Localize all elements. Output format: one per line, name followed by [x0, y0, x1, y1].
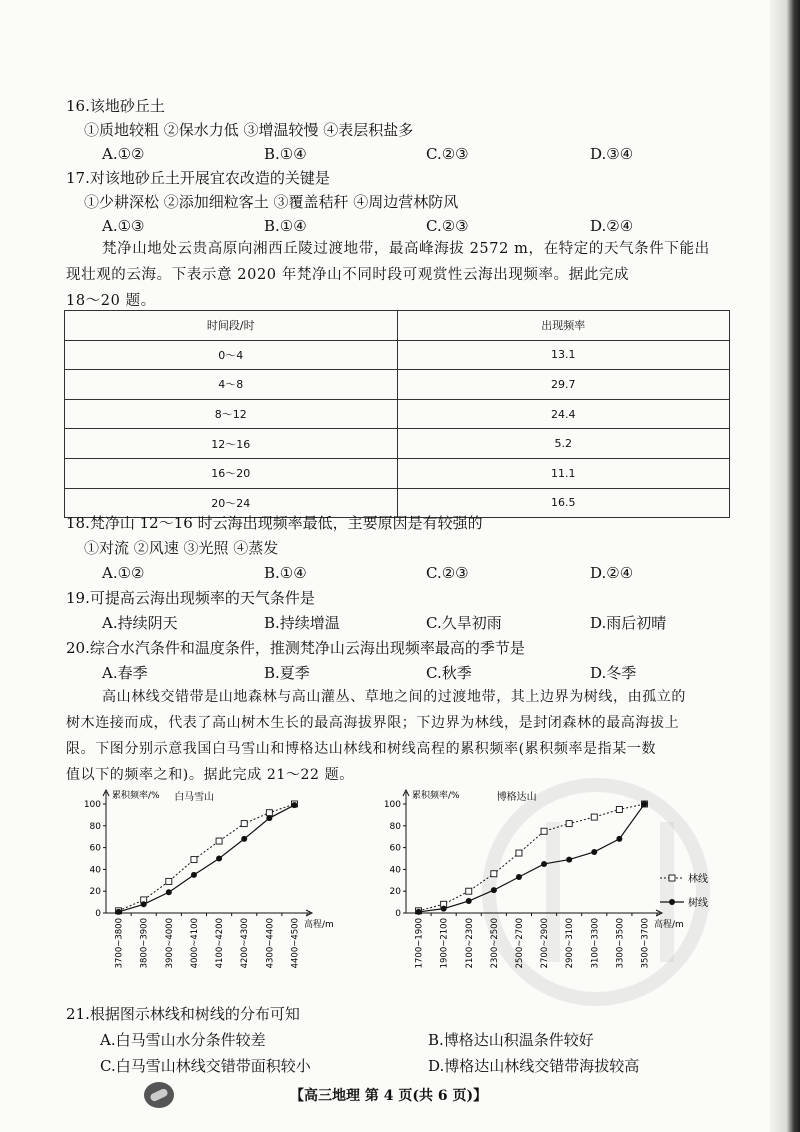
data-point-林线 — [266, 810, 272, 816]
y-tick-label: 40 — [89, 865, 101, 876]
data-point-树线 — [141, 901, 147, 907]
passage1-line3: 18～20 题。 — [66, 293, 156, 309]
q19-option-c[interactable]: C.久旱初雨 — [426, 614, 502, 632]
legend-marker-square — [669, 875, 675, 881]
data-point-林线 — [241, 821, 247, 827]
data-point-树线 — [641, 801, 647, 807]
x-tick-label: 1700~1900 — [414, 918, 425, 969]
x-tick-label: 3900~4000 — [164, 918, 175, 969]
frequency-table — [64, 310, 730, 518]
data-point-树线 — [441, 906, 447, 912]
q20-option-c[interactable]: C.秋季 — [426, 664, 472, 682]
page-footer: 【高三地理 第 4 页(共 6 页)】 — [290, 1088, 488, 1104]
scan-page-edge — [770, 0, 800, 1132]
x-tick-label: 3700~3800 — [114, 918, 125, 969]
data-point-树线 — [566, 857, 572, 863]
y-axis-label: 累积频率/% — [112, 791, 160, 801]
table-cell: 29.7 — [397, 370, 730, 400]
q16-stem: 16.该地砂丘土 — [66, 97, 165, 115]
data-point-林线 — [166, 878, 172, 884]
table-cell: 20～24 — [65, 488, 398, 518]
passage2-line3: 限。下图分别示意我国白马雪山和博格达山林线和树线高程的累积频率(累积频率是指某一数 — [66, 741, 657, 757]
y-axis-label: 累积频率/% — [412, 791, 460, 801]
q16-statements: ①质地较粗 ②保水力低 ③增温较慢 ④表层积盐多 — [84, 121, 414, 139]
q21-option-c[interactable]: C.白马雪山林线交错带面积较小 — [100, 1057, 311, 1075]
q17-option-d[interactable]: D.②④ — [590, 217, 634, 235]
publisher-logo — [144, 1082, 174, 1108]
x-tick-label: 2700~2900 — [540, 918, 551, 969]
x-axis-label: 高程/m — [654, 920, 684, 930]
q20-stem: 20.综合水汽条件和温度条件，推测梵净山云海出现频率最高的季节是 — [66, 639, 525, 657]
q18-statements: ①对流 ②风速 ③光照 ④蒸发 — [84, 539, 279, 557]
q21-option-b[interactable]: B.博格达山积温条件较好 — [428, 1031, 594, 1049]
table-row — [65, 399, 730, 429]
x-tick-label: 2300~2500 — [489, 918, 500, 969]
data-point-树线 — [541, 861, 547, 867]
q18-option-a[interactable]: A.①② — [102, 564, 145, 582]
y-tick-label: 40 — [389, 865, 401, 876]
y-tick-label: 0 — [95, 909, 101, 919]
passage2-line1: 高山林线交错带是山地森林与高山灌丛、草地之间的过渡地带，其上边界为树线，由孤立的 — [102, 689, 686, 705]
y-tick-label: 100 — [383, 800, 401, 810]
table-cell: 16～20 — [65, 458, 398, 488]
data-point-林线 — [466, 888, 472, 894]
data-point-树线 — [616, 836, 622, 842]
data-point-树线 — [166, 889, 172, 895]
x-tick-label: 3500~3700 — [640, 918, 651, 969]
x-tick-label: 3300~3500 — [615, 918, 626, 969]
data-point-林线 — [216, 838, 222, 844]
table-cell: 4～8 — [65, 370, 398, 400]
legend-label: 树线 — [688, 898, 708, 909]
x-tick-label: 2500~2700 — [514, 918, 525, 969]
series-line-林线 — [419, 804, 645, 911]
q17-statements: ①少耕深松 ②添加细粒客土 ③覆盖秸秆 ④周边营林防风 — [84, 193, 459, 211]
data-point-林线 — [541, 828, 547, 834]
data-point-树线 — [266, 815, 272, 821]
series-line-树线 — [119, 805, 295, 912]
chart-baima-snow-mountain — [60, 788, 350, 998]
data-point-林线 — [191, 857, 197, 863]
series-line-树线 — [419, 804, 645, 912]
table-cell: 5.2 — [397, 429, 730, 459]
q21-stem: 21.根据图示林线和树线的分布可知 — [66, 1005, 300, 1023]
q17-option-c[interactable]: C.②③ — [426, 217, 469, 235]
passage1-line1: 梵净山地处云贵高原向湘西丘陵过渡地带，最高峰海拔 2572 m，在特定的天气条件下能出 — [102, 241, 710, 257]
q20-option-b[interactable]: B.夏季 — [264, 664, 310, 682]
q16-option-a[interactable]: A.①② — [102, 145, 145, 163]
q18-option-c[interactable]: C.②③ — [426, 564, 469, 582]
passage2-line2: 树木连接而成，代表了高山树木生长的最高海拔界限；下边界为林线，是封闭森林的最高海拔上 — [66, 715, 680, 731]
q19-option-b[interactable]: B.持续增温 — [264, 614, 340, 632]
x-tick-label: 4200~4300 — [240, 918, 251, 969]
data-point-林线 — [591, 814, 597, 820]
y-tick-label: 100 — [83, 800, 101, 810]
data-point-树线 — [591, 849, 597, 855]
x-tick-label: 4000~4100 — [189, 918, 200, 969]
chart-title: 博格达山 — [496, 792, 537, 803]
q21-option-a[interactable]: A.白马雪山水分条件较差 — [100, 1031, 266, 1049]
data-point-树线 — [416, 909, 422, 915]
x-tick-label: 4300~4400 — [265, 918, 276, 969]
q18-stem: 18.梵净山 12～16 时云海出现频率最低，主要原因是有较强的 — [66, 514, 483, 532]
table-cell: 24.4 — [397, 399, 730, 429]
q18-option-d[interactable]: D.②④ — [590, 564, 634, 582]
table-header-frequency: 出现频率 — [397, 311, 730, 341]
table-cell: 16.5 — [397, 488, 730, 518]
x-tick-label: 4100~4200 — [215, 918, 226, 969]
data-point-树线 — [491, 887, 497, 893]
x-tick-label: 1900~2100 — [439, 918, 450, 969]
y-tick-label: 80 — [389, 821, 401, 832]
y-tick-label: 60 — [389, 843, 401, 854]
data-point-林线 — [566, 821, 572, 827]
data-point-树线 — [516, 874, 522, 880]
table-cell: 12～16 — [65, 429, 398, 459]
data-point-树线 — [116, 909, 122, 915]
q19-option-a[interactable]: A.持续阴天 — [102, 614, 178, 632]
data-point-林线 — [491, 871, 497, 877]
table-row — [65, 429, 730, 459]
q19-option-d[interactable]: D.雨后初晴 — [590, 614, 667, 632]
q21-option-d[interactable]: D.博格达山林线交错带海拔较高 — [428, 1057, 640, 1075]
passage2-line4: 值以下的频率之和)。据此完成 21～22 题。 — [66, 767, 354, 783]
q16-option-b[interactable]: B.①④ — [264, 145, 307, 163]
x-axis-label: 高程/m — [304, 920, 334, 930]
table-row — [65, 370, 730, 400]
table-row — [65, 458, 730, 488]
q20-option-d[interactable]: D.冬季 — [590, 664, 637, 682]
q18-option-b[interactable]: B.①④ — [264, 564, 307, 582]
chart-title: 白马雪山 — [174, 792, 215, 803]
table-cell: 11.1 — [397, 458, 730, 488]
x-tick-label: 3800~3900 — [139, 918, 150, 969]
x-tick-label: 2900~3100 — [565, 918, 576, 969]
table-cell: 8～12 — [65, 399, 398, 429]
table-cell: 13.1 — [397, 340, 730, 370]
y-tick-label: 20 — [389, 887, 401, 898]
q16-option-c[interactable]: C.②③ — [426, 145, 469, 163]
legend-marker-dot — [669, 899, 675, 905]
q17-option-a[interactable]: A.①③ — [102, 217, 145, 235]
passage1-line2: 现壮观的云海。下表示意 2020 年梵净山不同时段可观赏性云海出现频率。据此完成 — [66, 267, 630, 283]
q17-option-b[interactable]: B.①④ — [264, 217, 307, 235]
data-point-树线 — [216, 856, 222, 862]
data-point-树线 — [241, 836, 247, 842]
legend-label: 林线 — [688, 874, 708, 885]
data-point-树线 — [466, 898, 472, 904]
data-point-树线 — [191, 872, 197, 878]
x-tick-label: 4400~4500 — [290, 918, 301, 969]
y-tick-label: 0 — [395, 909, 401, 919]
data-point-林线 — [516, 850, 522, 856]
table-row — [65, 340, 730, 370]
q16-option-d[interactable]: D.③④ — [590, 145, 634, 163]
table-header-time: 时间段/时 — [65, 311, 398, 341]
q19-stem: 19.可提高云海出现频率的天气条件是 — [66, 589, 315, 607]
table-cell: 0～4 — [65, 340, 398, 370]
q20-option-a[interactable]: A.春季 — [102, 664, 148, 682]
x-tick-label: 2100~2300 — [464, 918, 475, 969]
y-tick-label: 80 — [89, 821, 101, 832]
x-tick-label: 3100~3300 — [590, 918, 601, 969]
y-tick-label: 20 — [89, 887, 101, 898]
data-point-树线 — [291, 802, 297, 808]
chart-bogda-mountain — [366, 788, 742, 998]
data-point-林线 — [616, 806, 622, 812]
y-tick-label: 60 — [89, 843, 101, 854]
q17-stem: 17.对该地砂丘土开展宜农改造的关键是 — [66, 169, 330, 187]
